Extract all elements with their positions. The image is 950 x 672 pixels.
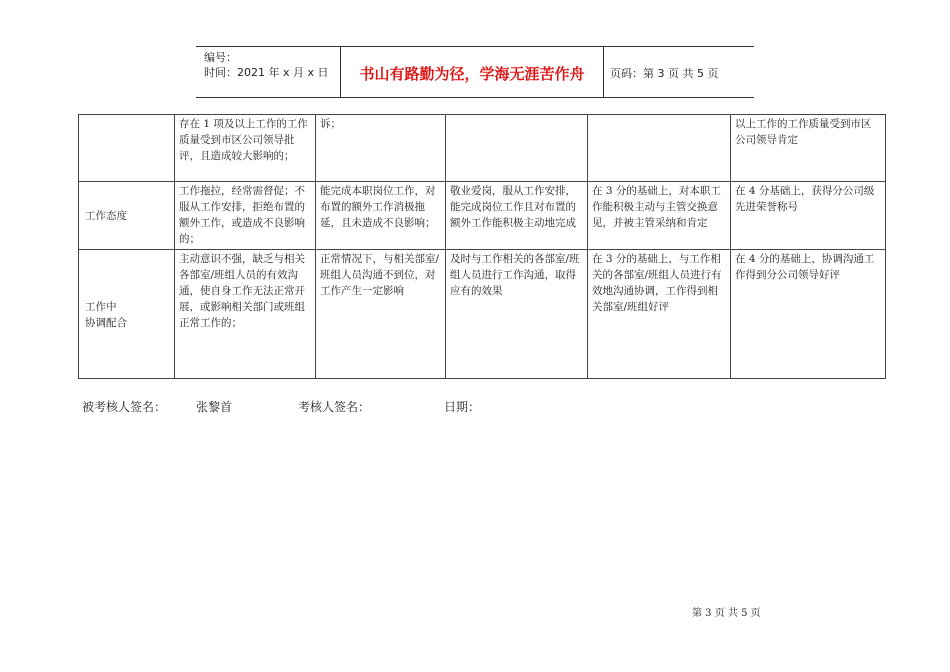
assessee-name: 张黎首: [196, 400, 233, 414]
table-row: [79, 182, 886, 250]
table-cell: 在 4 分的基础上，协调沟通工作得到分公司领导好评: [731, 250, 886, 379]
header-date: 时间：2021 年 x 月 x 日: [204, 66, 329, 79]
header-divider: [603, 47, 604, 97]
header-number: 编号：: [204, 51, 237, 64]
table-cell: 能完成本职岗位工作，对布置的额外工作消极拖延，且未造成不良影响；: [316, 182, 446, 250]
table-cell: 工作拖拉，经常需督促；不服从工作安排，拒绝布置的额外工作，或造成不良影响的；: [175, 182, 316, 250]
table-cell: 以上工作的工作质量受到市区公司领导肯定: [731, 115, 886, 182]
table-cell: 及时与工作相关的各部室/班组人员进行工作沟通，取得应有的效果: [446, 250, 588, 379]
footer-page-number: 第 3 页 共 5 页: [692, 608, 761, 619]
row-label-coordination: [79, 250, 175, 379]
evaluation-table: [78, 114, 886, 379]
table-cell: [446, 115, 588, 182]
assessor-signature-label: 考核人签名：: [298, 400, 371, 414]
row-label-line: 协调配合: [85, 316, 127, 329]
table-cell: 在 3 分的基础上，对本职工作能积极主动与主管交换意见，并被主管采纳和肯定: [588, 182, 731, 250]
row-label-line: 工作中: [85, 300, 117, 313]
row-label-work-attitude: 工作态度: [79, 182, 175, 250]
table-row: [79, 115, 886, 182]
table-cell: 在 3 分的基础上，与工作相关的各部室/班组人员进行有效地沟通协调，工作得到相关部室/班组好评: [588, 250, 731, 379]
table-cell: 正常情况下，与相关部室/班组人员沟通不到位，对工作产生一定影响: [316, 250, 446, 379]
table-row: [79, 250, 886, 379]
assessee-signature-label: 被考核人签名：: [82, 400, 167, 414]
table-cell: 诉；: [316, 115, 446, 182]
page-header: [196, 46, 754, 98]
table-cell: 在 4 分基础上，获得分公司级先进荣誉称号: [731, 182, 886, 250]
header-meta: [204, 50, 329, 80]
date-label: 日期：: [444, 400, 481, 414]
row-label-empty: [79, 115, 175, 182]
header-motto: 书山有路勤为径，学海无涯苦作舟: [359, 65, 585, 83]
header-page-number: 页码：第 3 页 共 5 页: [610, 67, 719, 80]
table-cell: 存在 1 项及以上工作的工作质量受到市区公司领导批评，且造成较大影响的；: [175, 115, 316, 182]
table-cell: 主动意识不强，缺乏与相关各部室/班组人员的有效沟通，使自身工作无法正常开展，或影响相关部门或班组正常工作的；: [175, 250, 316, 379]
table-cell: [588, 115, 731, 182]
table-cell: 敬业爱岗，服从工作安排，能完成岗位工作且对布置的额外工作能积极主动地完成: [446, 182, 588, 250]
